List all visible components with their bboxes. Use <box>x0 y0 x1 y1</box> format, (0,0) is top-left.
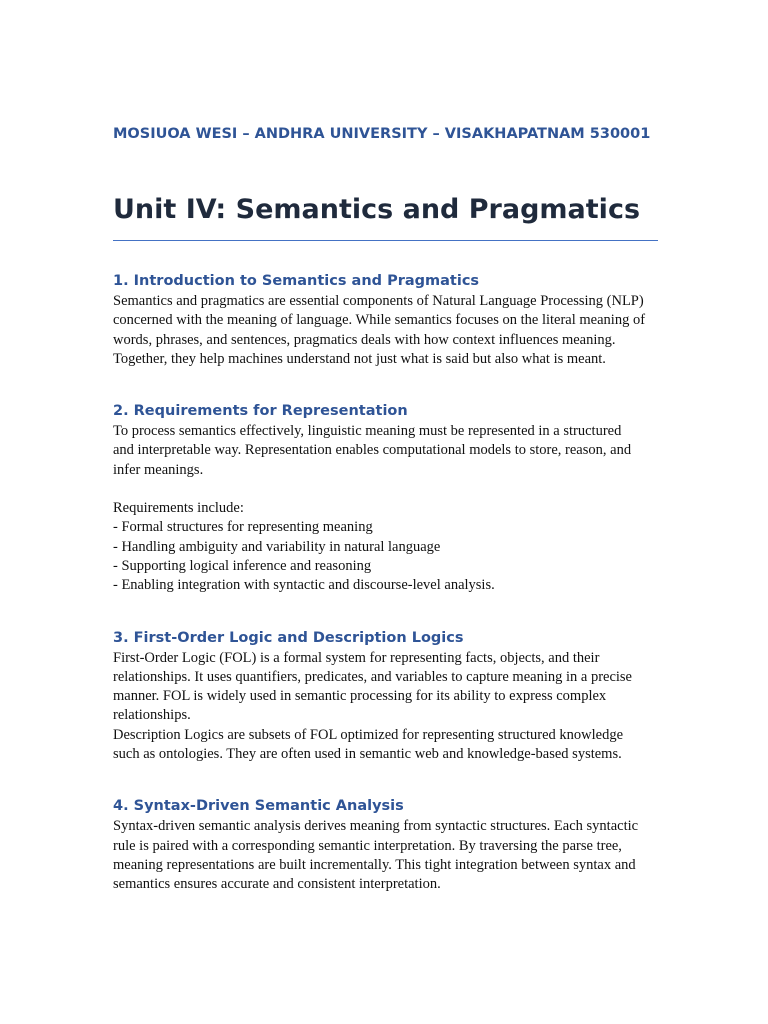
document-content <box>113 122 658 895</box>
text-line: relationships. <box>113 707 191 724</box>
section-paragraph <box>113 292 658 369</box>
list-item: - Supporting logical inference and reasoning <box>113 557 372 574</box>
section-heading: 4. Syntax-Driven Semantic Analysis <box>113 798 404 815</box>
section-paragraph <box>113 817 658 894</box>
section-heading: 2. Requirements for Representation <box>113 403 408 420</box>
list-item: - Handling ambiguity and variability in natural language <box>113 538 441 555</box>
section-heading: 3. First-Order Logic and Description Logics <box>113 629 464 646</box>
text-line: concerned with the meaning of language. While semantics focuses on the literal meaning of <box>113 312 646 329</box>
page-title: Unit IV: Semantics and Pragmatics <box>113 190 658 241</box>
text-line: To process semantics effectively, linguistic meaning must be represented in a structured <box>113 423 622 440</box>
text-line: and interpretable way. Representation enables computational models to store, reason, and <box>113 442 632 459</box>
text-line: relationships. It uses quantifiers, predicates, and variables to capture meaning in a precise <box>113 668 632 685</box>
text-line: manner. FOL is widely used in semantic processing for its ability to express complex <box>113 688 607 705</box>
section-paragraph <box>113 649 658 765</box>
section-syntax-driven-analysis <box>113 795 658 894</box>
section-introduction <box>113 270 658 369</box>
text-line: semantics ensures accurate and consistent interpretation. <box>113 876 441 893</box>
text-line: First-Order Logic (FOL) is a formal system for representing facts, objects, and their <box>113 649 600 666</box>
text-line: words, phrases, and sentences, pragmatics deals with how context influences meaning. <box>113 331 616 348</box>
list-item: - Formal structures for representing meaning <box>113 519 373 536</box>
document-header: MOSIUOA WESI – ANDHRA UNIVERSITY – VISAKHAPATNAM 530001 <box>113 126 651 142</box>
text-line: Syntax-driven semantic analysis derives meaning from syntactic structures. Each syntactic <box>113 818 639 835</box>
requirements-list <box>113 499 658 595</box>
text-line: Semantics and pragmatics are essential components of Natural Language Processing (NLP) <box>113 293 644 309</box>
text-line: Description Logics are subsets of FOL optimized for representing structured knowledge <box>113 726 624 743</box>
text-line: meaning representations are built incrementally. This tight integration between syntax and <box>113 856 636 873</box>
list-item: - Enabling integration with syntactic and discourse-level analysis. <box>113 577 495 594</box>
text-line: rule is paired with a corresponding semantic interpretation. By traversing the parse tree, <box>113 837 622 854</box>
section-requirements <box>113 400 658 595</box>
section-heading: 1. Introduction to Semantics and Pragmatics <box>113 273 480 289</box>
text-line: Together, they help machines understand not just what is said but also what is meant. <box>113 350 606 367</box>
section-first-order-logic <box>113 627 658 765</box>
list-item: Requirements include: <box>113 500 244 517</box>
section-paragraph <box>113 422 658 480</box>
text-line: infer meanings. <box>113 461 204 478</box>
text-line: such as ontologies. They are often used in semantic web and knowledge-based systems. <box>113 746 622 763</box>
